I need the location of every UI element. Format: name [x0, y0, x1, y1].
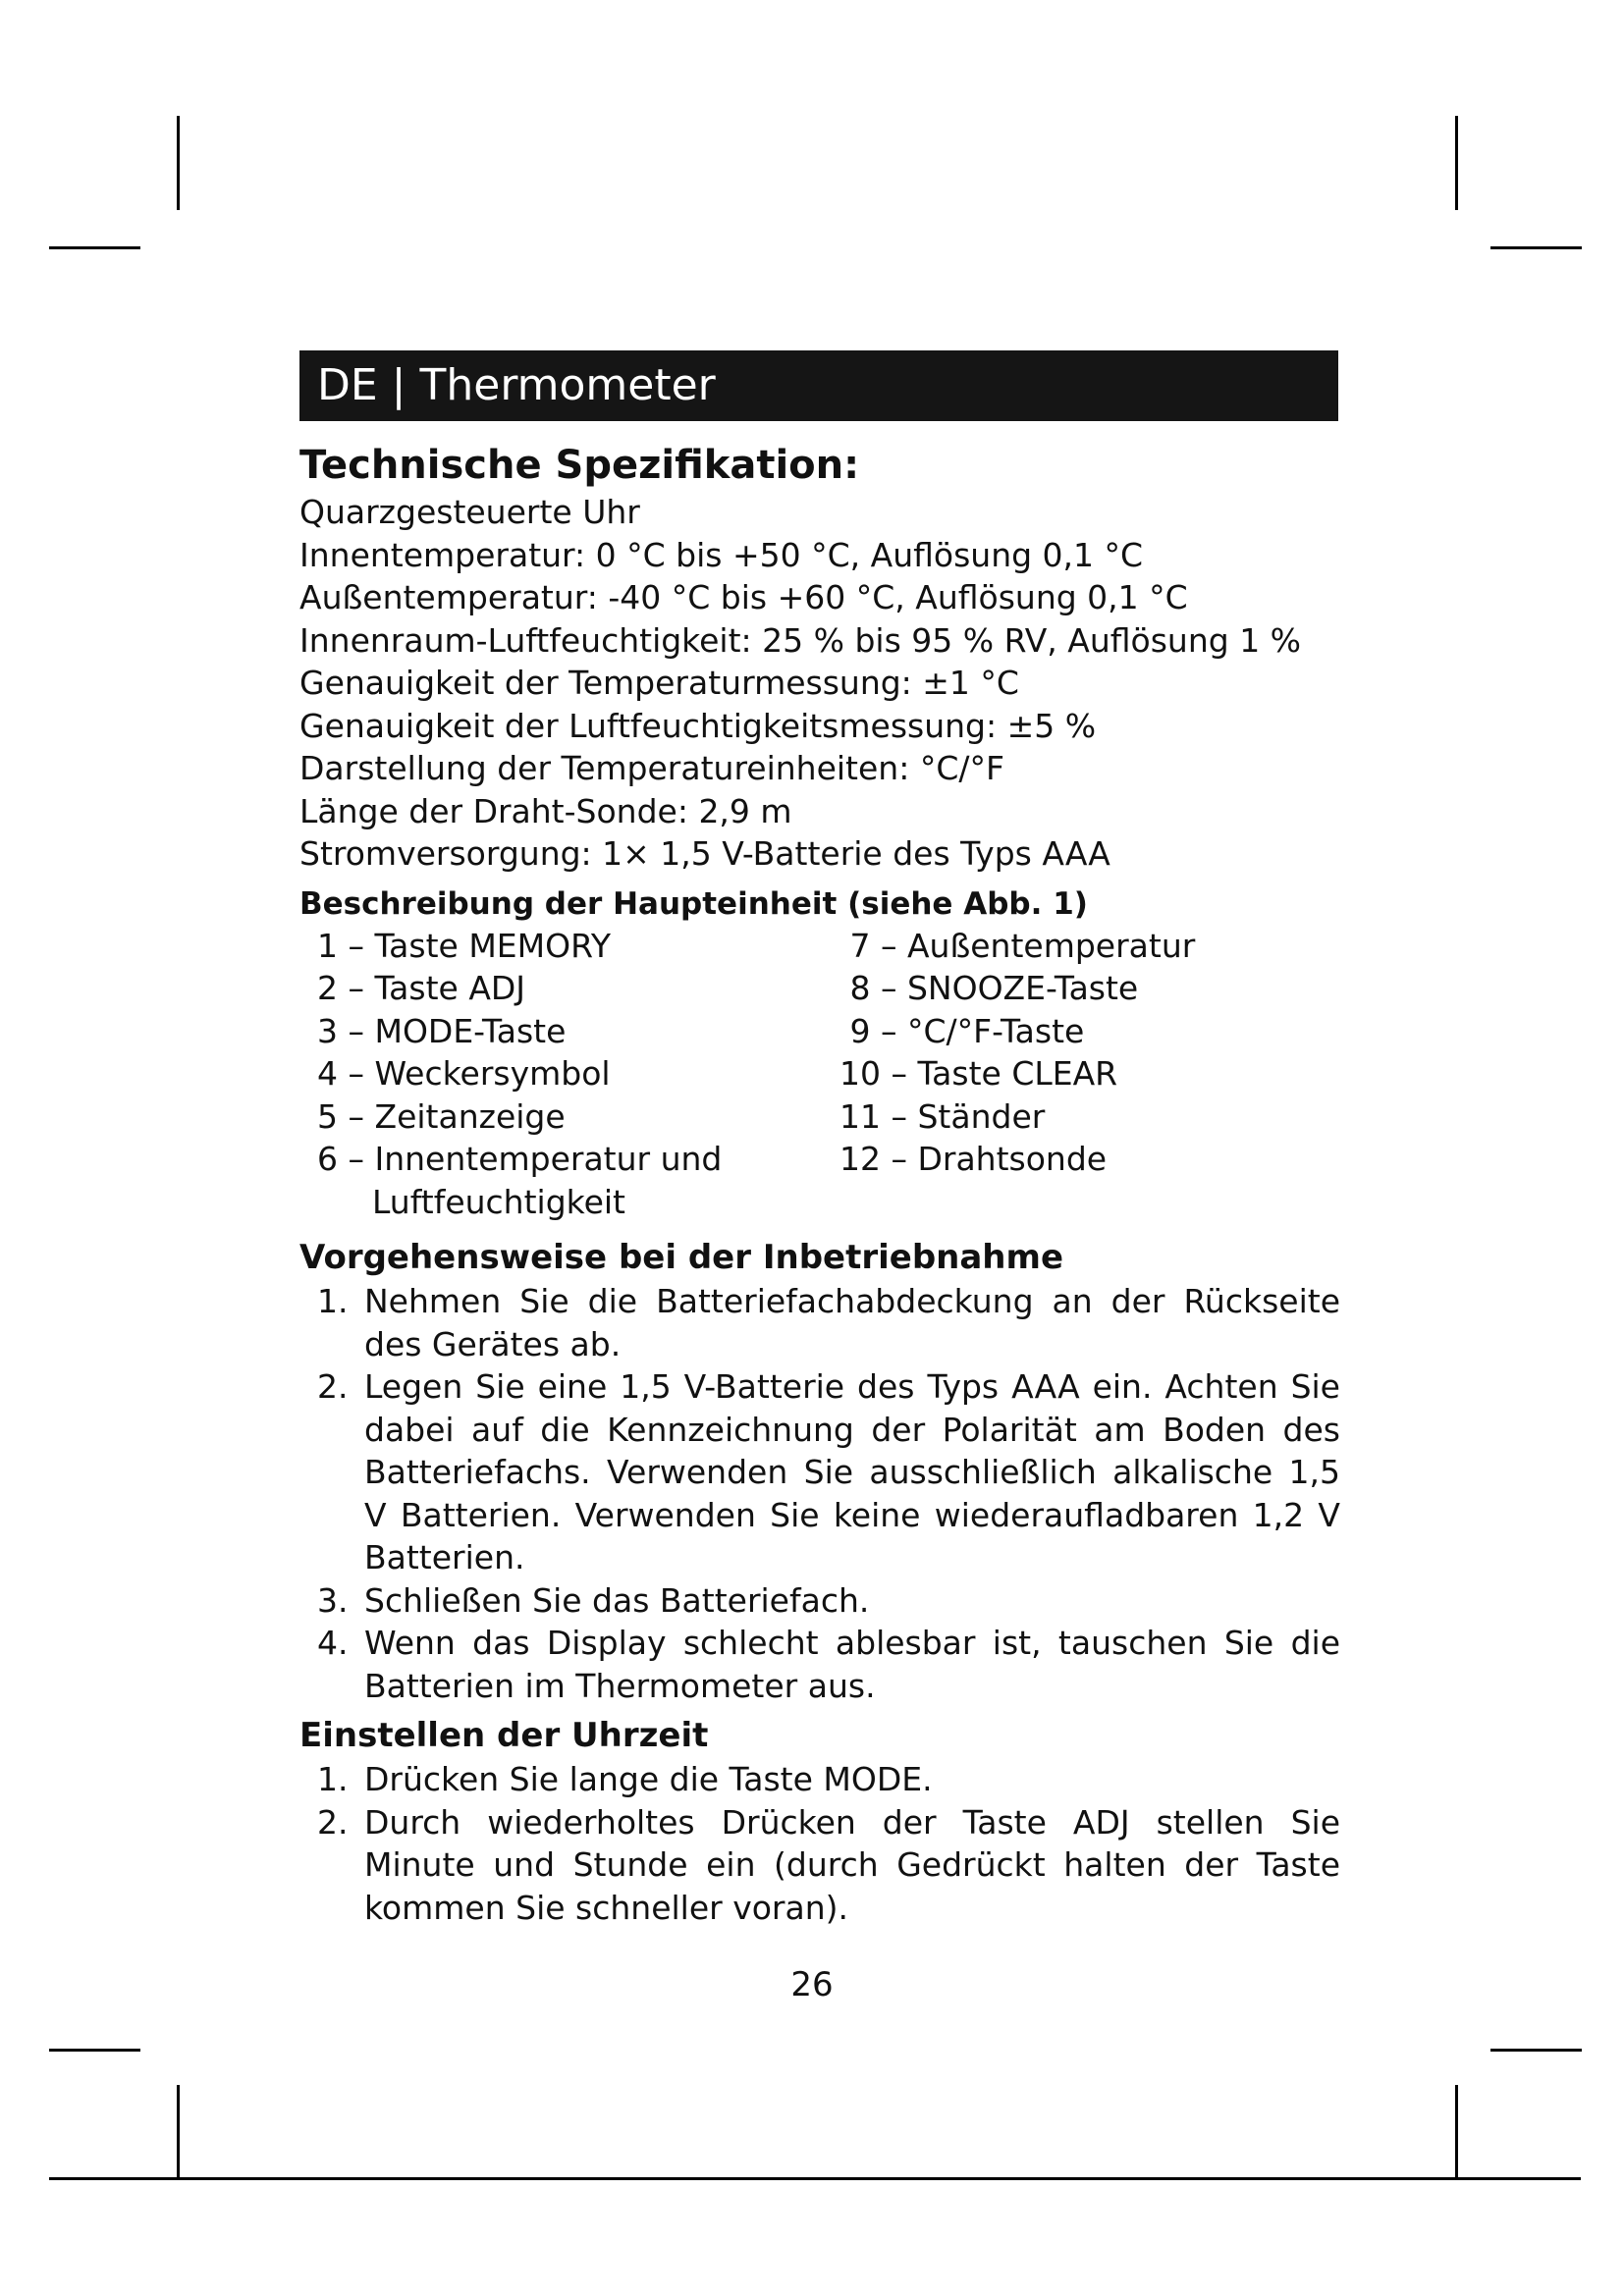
- step-text: Nehmen Sie die Batteriefachabdeckung an der Rückseite des Gerätes ab.: [364, 1282, 1340, 1363]
- step-item: [299, 1365, 1340, 1579]
- parts-column-right: [839, 925, 1340, 1224]
- page-number: 26: [790, 1965, 834, 2004]
- part-item: 5 – Zeitanzeige: [317, 1096, 566, 1136]
- spec-line: Außentemperatur: -40 °C bis +60 °C, Auflösung 0,1 °C: [299, 578, 1188, 616]
- crop-mark: [1490, 246, 1582, 249]
- spec-line: Innenraum-Luftfeuchtigkeit: 25 % bis 95 % RV, Auflösung 1 %: [299, 620, 1302, 660]
- clock-heading: Einstellen der Uhrzeit: [299, 1716, 709, 1755]
- step-text: Wenn das Display schlecht ablesbar ist, tauschen Sie die Batterien im Thermometer aus.: [364, 1624, 1340, 1705]
- part-item: 9 – °C/°F-Taste: [839, 1011, 1085, 1050]
- part-item: 4 – Weckersymbol: [317, 1054, 611, 1093]
- spec-line: Genauigkeit der Temperaturmessung: ±1 °C: [299, 664, 1019, 702]
- parts-column-left: [299, 925, 839, 1224]
- step-number: 2.: [317, 1802, 349, 1842]
- setup-heading: Vorgehensweise bei der Inbetriebnahme: [299, 1238, 1063, 1277]
- specs-heading: Technische Spezifikation:: [299, 443, 860, 488]
- part-item: 1 – Taste MEMORY: [317, 926, 612, 965]
- parts-heading: Beschreibung der Haupteinheit (siehe Abb. 1): [299, 885, 1088, 922]
- crop-mark: [1455, 2085, 1458, 2179]
- part-item: 6 – Innentemperatur und: [317, 1140, 723, 1178]
- step-text: Legen Sie eine 1,5 V-Batterie des Typs AAA ein. Achten Sie dabei auf die Kennzeichnung der Polarität am Boden des Batteriefachs. Verwenden Sie ausschließlich alkalische 1,5 V Batterien. Verwenden Sie keine wiederaufladbaren 1,2 V Batterien.: [364, 1367, 1340, 1576]
- part-item: 2 – Taste ADJ: [317, 969, 526, 1007]
- step-number: 1.: [317, 1760, 349, 1798]
- crop-mark: [1455, 116, 1458, 210]
- step-number: 1.: [317, 1282, 349, 1320]
- section-title-banner: DE | Thermometer: [299, 350, 1338, 421]
- crop-mark: [49, 246, 140, 249]
- step-text: Durch wiederholtes Drücken der Taste ADJ stellen Sie Minute und Stunde ein (durch Gedrückt halten der Taste kommen Sie schneller voran).: [364, 1802, 1340, 1927]
- crop-mark: [49, 2177, 1581, 2180]
- step-number: 4.: [317, 1624, 349, 1662]
- step-item: [299, 1579, 1340, 1623]
- step-number: 3.: [317, 1580, 349, 1620]
- crop-mark: [49, 2049, 140, 2052]
- page-content: [299, 440, 1340, 1935]
- clock-steps: [299, 1758, 1340, 1929]
- setup-steps: [299, 1280, 1340, 1707]
- step-item: [299, 1622, 1340, 1707]
- crop-mark: [1490, 2049, 1582, 2052]
- step-item: [299, 1801, 1340, 1930]
- parts-list: [299, 925, 1340, 1224]
- spec-line: Länge der Draht-Sonde: 2,9 m: [299, 791, 792, 830]
- spec-line: Darstellung der Temperatureinheiten: °C/°F: [299, 749, 1004, 787]
- crop-mark: [177, 2085, 180, 2179]
- part-item: 7 – Außentemperatur: [839, 926, 1196, 965]
- step-item: [299, 1758, 1340, 1801]
- spec-line: Genauigkeit der Luftfeuchtigkeitsmessung: ±5 %: [299, 706, 1097, 745]
- specs-list: [299, 491, 1340, 876]
- crop-mark: [177, 116, 180, 210]
- part-item: 10 – Taste CLEAR: [839, 1054, 1118, 1093]
- step-text: Schließen Sie das Batteriefach.: [364, 1580, 870, 1620]
- part-item: 3 – MODE-Taste: [317, 1011, 567, 1050]
- part-item: 12 – Drahtsonde: [839, 1140, 1108, 1178]
- part-item-continuation: Luftfeuchtigkeit: [372, 1182, 625, 1221]
- step-text: Drücken Sie lange die Taste MODE.: [364, 1760, 933, 1798]
- step-number: 2.: [317, 1367, 349, 1406]
- spec-line: Quarzgesteuerte Uhr: [299, 493, 640, 531]
- spec-line: Stromversorgung: 1× 1,5 V-Batterie des Typs AAA: [299, 834, 1110, 873]
- part-item: 11 – Ständer: [839, 1096, 1046, 1136]
- spec-line: Innentemperatur: 0 °C bis +50 °C, Auflösung 0,1 °C: [299, 535, 1144, 574]
- part-item: 8 – SNOOZE-Taste: [839, 969, 1139, 1007]
- step-item: [299, 1280, 1340, 1365]
